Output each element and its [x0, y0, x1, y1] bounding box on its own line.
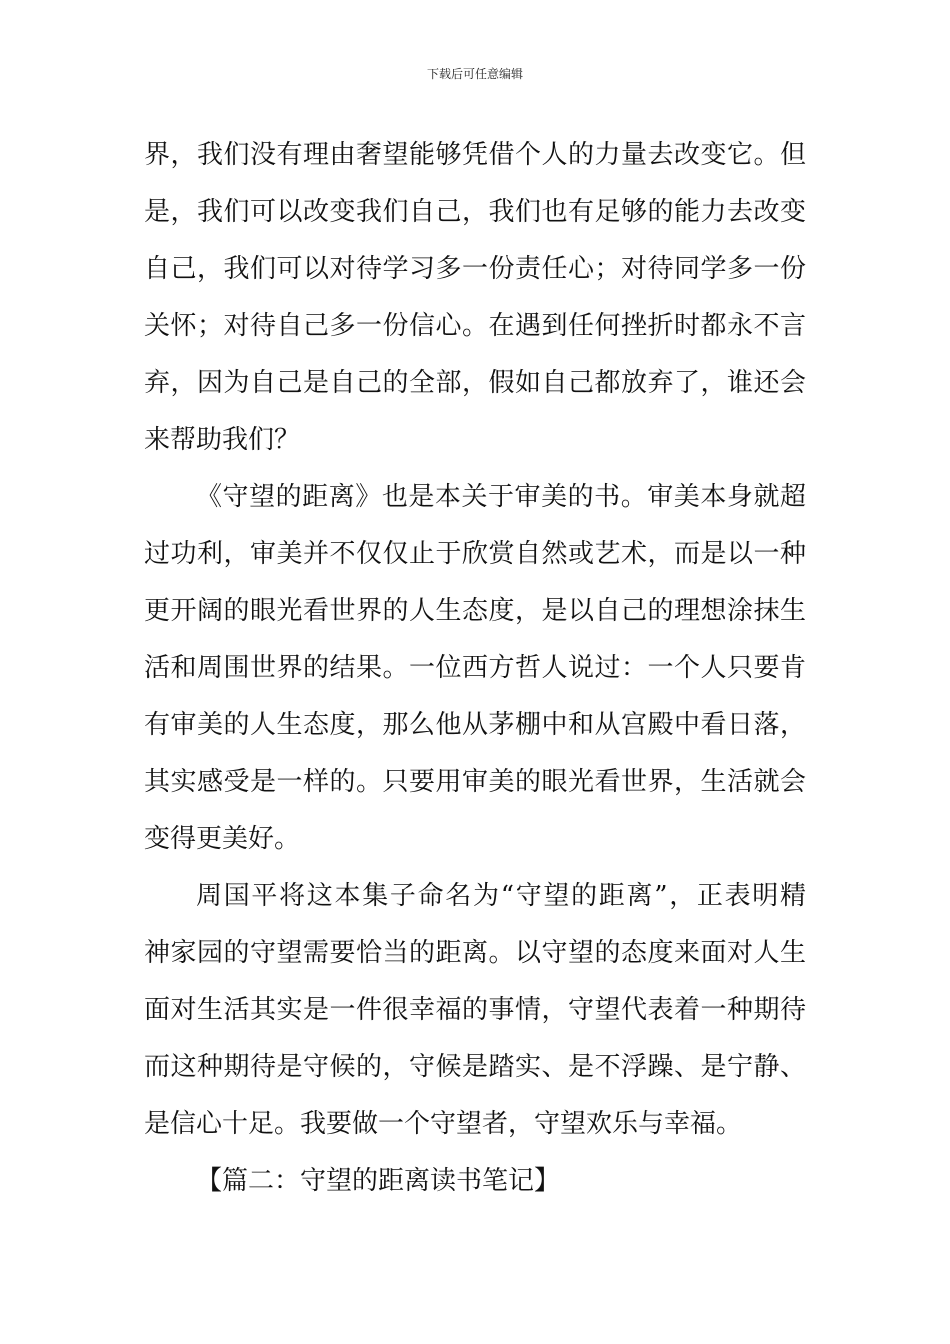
text-line: 关怀；对待自己多一份信心。在遇到任何挫折时都永不言	[144, 311, 806, 341]
paragraph-last-line: 变得更美好。	[144, 824, 301, 854]
paragraph-first-line: 《守望的距离》也是本关于审美的书。审美本身就超	[196, 482, 806, 512]
paragraph-first-line: 周国平将这本集子命名为“守望的距离”，正表明精	[196, 881, 806, 911]
text-line: 其实感受是一样的。只要用审美的眼光看世界，生活就会	[144, 767, 806, 797]
text-line: 是，我们可以改变我们自己，我们也有足够的能力去改变	[144, 197, 806, 227]
text-line: 更开阔的眼光看世界的人生态度，是以自己的理想涂抹生	[144, 596, 806, 626]
text-line: 界，我们没有理由奢望能够凭借个人的力量去改变它。但	[144, 140, 806, 170]
text-line: 过功利，审美并不仅仅止于欣赏自然或艺术，而是以一种	[144, 539, 806, 569]
page-header-note: 下载后可任意编辑	[426, 67, 523, 81]
text-line: 有审美的人生态度，那么他从茅棚中和从宫殿中看日落，	[144, 710, 806, 740]
text-line: 而这种期待是守候的，守候是踏实、是不浮躁、是宁静、	[144, 1052, 806, 1082]
document-body	[144, 127, 806, 1210]
text-line: 神家园的守望需要恰当的距离。以守望的态度来面对人生	[144, 938, 806, 968]
text-line: 自己，我们可以对待学习多一份责任心；对待同学多一份	[144, 254, 806, 284]
paragraph-last-line: 是信心十足。我要做一个守望者，守望欢乐与幸福。	[144, 1109, 743, 1139]
section-heading: 【篇二：守望的距离读书笔记】	[196, 1166, 561, 1196]
text-line: 弃，因为自己是自己的全部，假如自己都放弃了，谁还会	[144, 368, 806, 398]
text-line: 面对生活其实是一件很幸福的事情，守望代表着一种期待	[144, 995, 806, 1025]
paragraph-last-line: 来帮助我们？	[144, 425, 301, 455]
text-line: 活和周围世界的结果。一位西方哲人说过：一个人只要肯	[144, 653, 806, 683]
